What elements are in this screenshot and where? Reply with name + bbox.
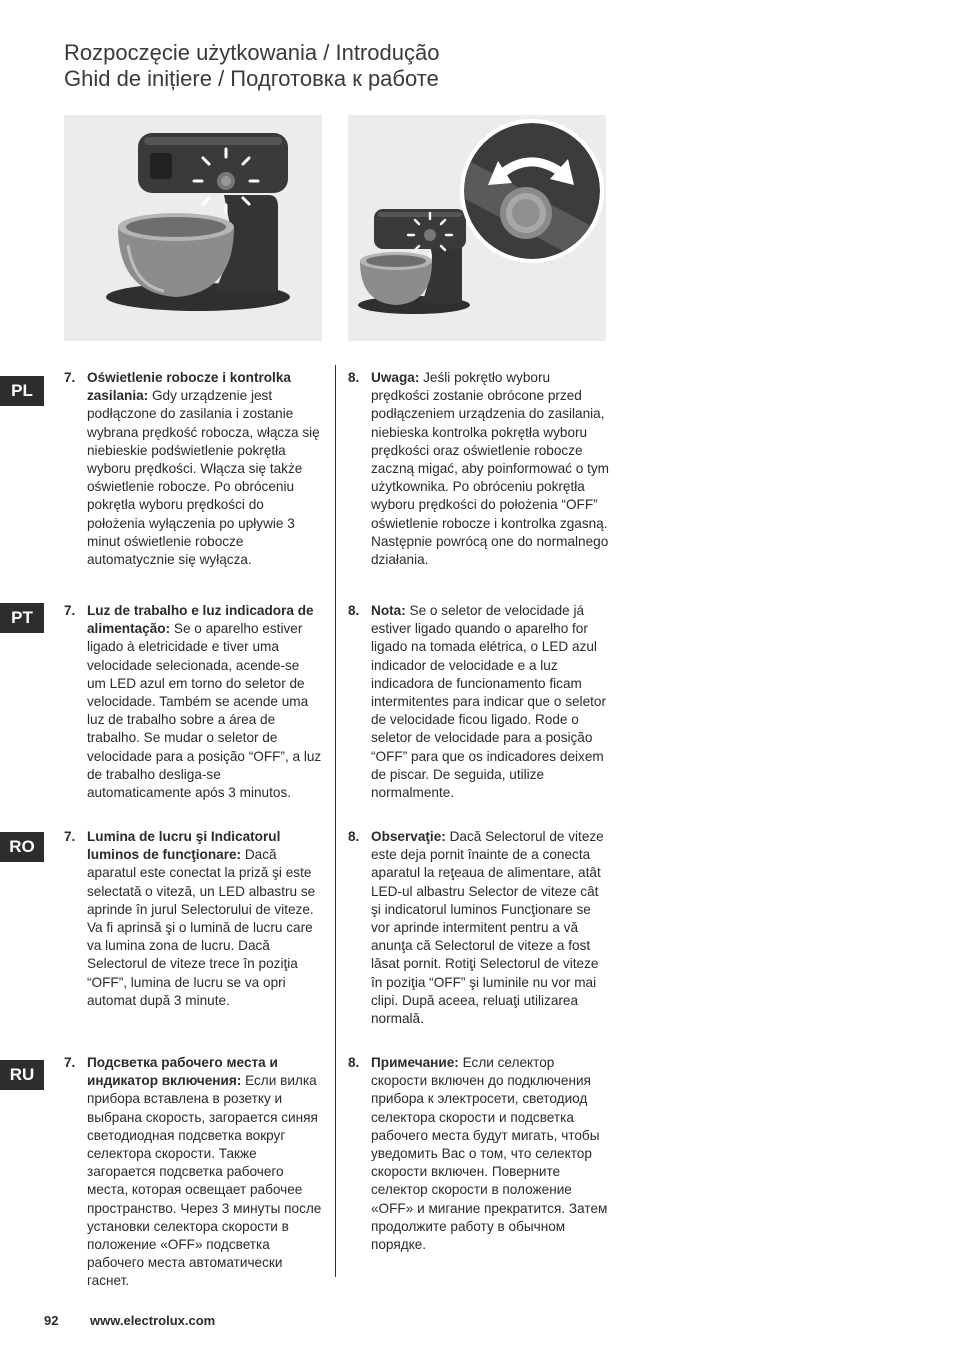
- item-heading: Примечание:: [371, 1055, 459, 1070]
- lang-tab-pt: PT: [0, 603, 44, 633]
- item-heading: Observaţie:: [371, 829, 446, 844]
- item-number: 7.: [64, 1055, 76, 1070]
- ro-item-8: [348, 828, 610, 1028]
- item-heading: Luz de trabalho e luz indicadora de alimentação:: [87, 603, 314, 637]
- item-body: Dacă Selectorul de viteze este deja pornit înainte de a conecta aparatul la reţeaua de alimentare, atât LED-ul albastru Selector de viteze cât şi indicatorul luminos Funcţionare se vor aprinde intermitent pentru a vă anunţa că Selectorul de viteze a fost lăsat pornit. Rotiţi Selectorul de viteze în poziţia “OFF” şi luminile nu vor mai clipi. După aceea, reluaţi utilizarea normală.: [371, 829, 604, 1027]
- item-body: Gdy urządzenie jest podłączone do zasilania i zostanie wybrana prędkość robocza, włącza się niebieskie podświetlenie pokrętła wyboru prędkości. Włącza się także oświetlenie robocze. Po obróceniu pokrętła wyboru prędkości do położenia wyłączenia po upływie 3 minut oświetlenie robocze automatycznie się wyłącza.: [87, 388, 320, 568]
- item-body: Se o seletor de velocidade já estiver ligado quando o aparelho for ligado na tomada elétrica, o LED azul indicador de velocidade e a luz indicadora de funcionamento ficam intermitentes para indicar que o seletor de velocidade ficou ligado. Rode o seletor de velocidade para a posição “OFF” para que os indicadores deixem de piscar. De seguida, utilize normalmente.: [371, 603, 606, 801]
- item-body: Если вилка прибора вставлена в розетку и выбрана скорость, загорается синяя светодиодная подсветка вокруг селектора скорости. Также загорается подсветка рабочего места, которая освещает рабочее пространство. Через 3 минуты после установки селектора скорости в положение «OFF» подсветка рабочего места автоматически гаснет.: [87, 1073, 322, 1289]
- page-title-line-1: Rozpoczęcie użytkowania / Introdução: [64, 40, 440, 65]
- item-number: 8.: [348, 603, 360, 618]
- lang-tab-pl: PL: [0, 376, 44, 406]
- item-number: 7.: [64, 829, 76, 844]
- ro-item-7: [64, 828, 324, 1010]
- lang-tab-ru: RU: [0, 1060, 44, 1090]
- pl-item-8: [348, 369, 610, 569]
- page-title-line-2: Ghid de inițiere / Подготовка к работе: [64, 66, 439, 91]
- mixer-light-icon: [64, 115, 322, 341]
- item-body: Jeśli pokrętło wyboru prędkości zostanie obrócone przed podłączeniem urządzenia do zasilania, niebieska kontrolka pokrętła wyboru prędkości oraz oświetlenie robocze zaczną migać, aby poinformować o tym użytkownika. Po obróceniu pokrętła wyboru prędkości do położenia “OFF” oświetlenie robocze i kontrolka zgasną. Następnie powrócą one do normalnego działania.: [371, 370, 609, 568]
- speed-selector-illustration: [348, 115, 606, 341]
- item-body: Se o aparelho estiver ligado à eletricidade e tiver uma velocidade selecionada, acende-se um LED azul em torno do seletor de velocidade. Também se acende uma luz de trabalho sobre a área de trabalho. Se mudar o seletor de velocidade para a posição “OFF”, a luz de trabalho desliga-se automaticamente após 3 minutos.: [87, 621, 322, 801]
- lang-tab-ro: RO: [0, 832, 44, 862]
- ru-item-7: [64, 1054, 322, 1291]
- pt-item-7: [64, 602, 322, 802]
- item-heading: Uwaga:: [371, 370, 420, 385]
- ru-item-8: [348, 1054, 610, 1254]
- speed-dial-icon: [348, 115, 606, 341]
- page-title: [64, 40, 439, 92]
- item-number: 7.: [64, 603, 76, 618]
- item-number: 8.: [348, 1055, 360, 1070]
- item-number: 8.: [348, 370, 360, 385]
- pl-item-7: [64, 369, 322, 569]
- item-heading: Oświetlenie robocze i kontrolka zasilania:: [87, 370, 291, 404]
- item-body: Dacă aparatul este conectat la priză şi este selectată o viteză, un LED albastru se aprinde în jurul Selectorului de viteze. Va fi aprinsă şi o lumină de lucru care va lumina zona de lucru. Dacă Selectorul de viteze trece în poziţia “OFF”, lumina de lucru se va opri automat după 3 minute.: [87, 847, 316, 1008]
- item-heading: Nota:: [371, 603, 406, 618]
- pt-item-8: [348, 602, 610, 802]
- item-heading: Lumina de lucru şi Indicatorul luminos de funcţionare:: [87, 829, 281, 863]
- page-number: 92: [44, 1313, 59, 1328]
- column-divider: [335, 365, 336, 1277]
- item-body: Если селектор скорости включен до подключения прибора к электросети, светодиод селектора скорости и подсветка рабочего места будут мигать, чтобы уведомить Вас о том, что селектор скорости включен. Поверните селектор скорости в положение «OFF» и мигание прекратится. Затем продолжите работу в обычном порядке.: [371, 1055, 608, 1253]
- mixer-illustration: [64, 115, 322, 341]
- item-number: 7.: [64, 370, 76, 385]
- item-number: 8.: [348, 829, 360, 844]
- website-link[interactable]: www.electrolux.com: [90, 1313, 216, 1328]
- item-heading: Подсветка рабочего места и индикатор включения:: [87, 1055, 278, 1089]
